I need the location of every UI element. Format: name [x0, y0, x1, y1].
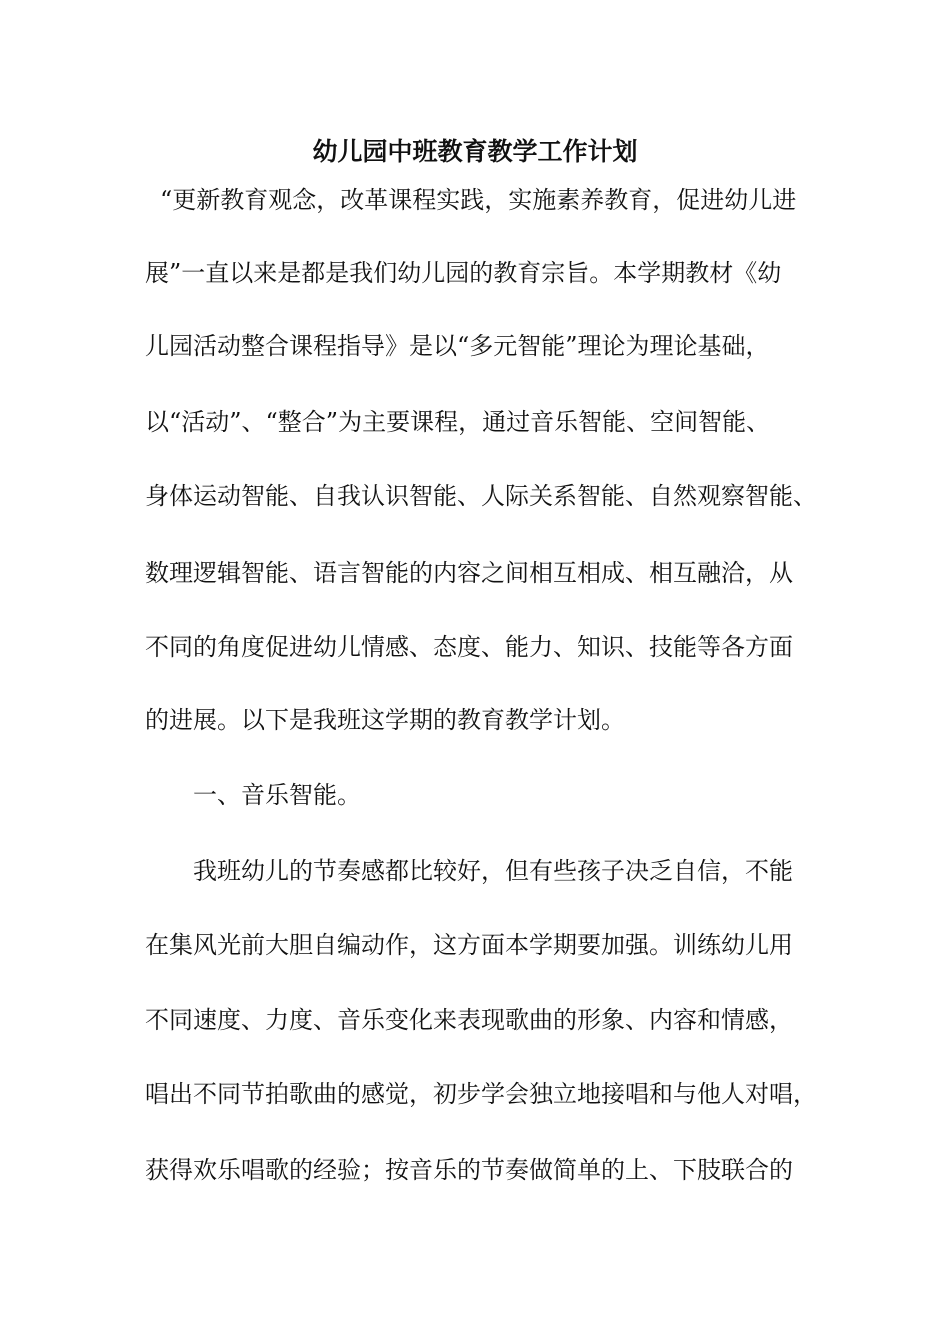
- paragraph-line-11: 不同速度、力度、音乐变化来表现歌曲的形象、内容和情感，: [145, 1006, 793, 1034]
- paragraph-line-4: 以“活动”、“整合”为主要课程，通过音乐智能、空间智能、: [145, 408, 771, 436]
- paragraph-line-5: 身体运动智能、自我认识智能、人际关系智能、自然观察智能、: [145, 482, 817, 510]
- section-heading-music: 一、音乐智能。: [193, 781, 361, 809]
- paragraph-line-8: 的进展。以下是我班这学期的教育教学计划。: [145, 706, 625, 734]
- paragraph-line-10: 在集风光前大胆自编动作，这方面本学期要加强。训练幼儿用: [145, 931, 793, 959]
- paragraph-line-6: 数理逻辑智能、语言智能的内容之间相互相成、相互融洽，从: [145, 559, 793, 587]
- document-title: 幼儿园中班教育教学工作计划: [312, 137, 638, 166]
- paragraph-line-2: 展”一直以来是都是我们幼儿园的教育宗旨。本学期教材《幼: [145, 259, 782, 287]
- paragraph-line-1: “更新教育观念，改革课程实践，实施素养教育，促进幼儿进: [160, 186, 797, 214]
- paragraph-line-9: 我班幼儿的节奏感都比较好，但有些孩子决乏自信，不能: [193, 857, 793, 885]
- paragraph-line-7: 不同的角度促进幼儿情感、态度、能力、知识、技能等各方面: [145, 633, 793, 661]
- paragraph-line-12: 唱出不同节拍歌曲的感觉，初步学会独立地接唱和与他人对唱，: [145, 1080, 817, 1108]
- paragraph-line-3: 儿园活动整合课程指导》是以“多元智能”理论为理论基础，: [145, 332, 770, 360]
- paragraph-line-13: 获得欢乐唱歌的经验；按音乐的节奏做简单的上、下肢联合的: [145, 1156, 793, 1184]
